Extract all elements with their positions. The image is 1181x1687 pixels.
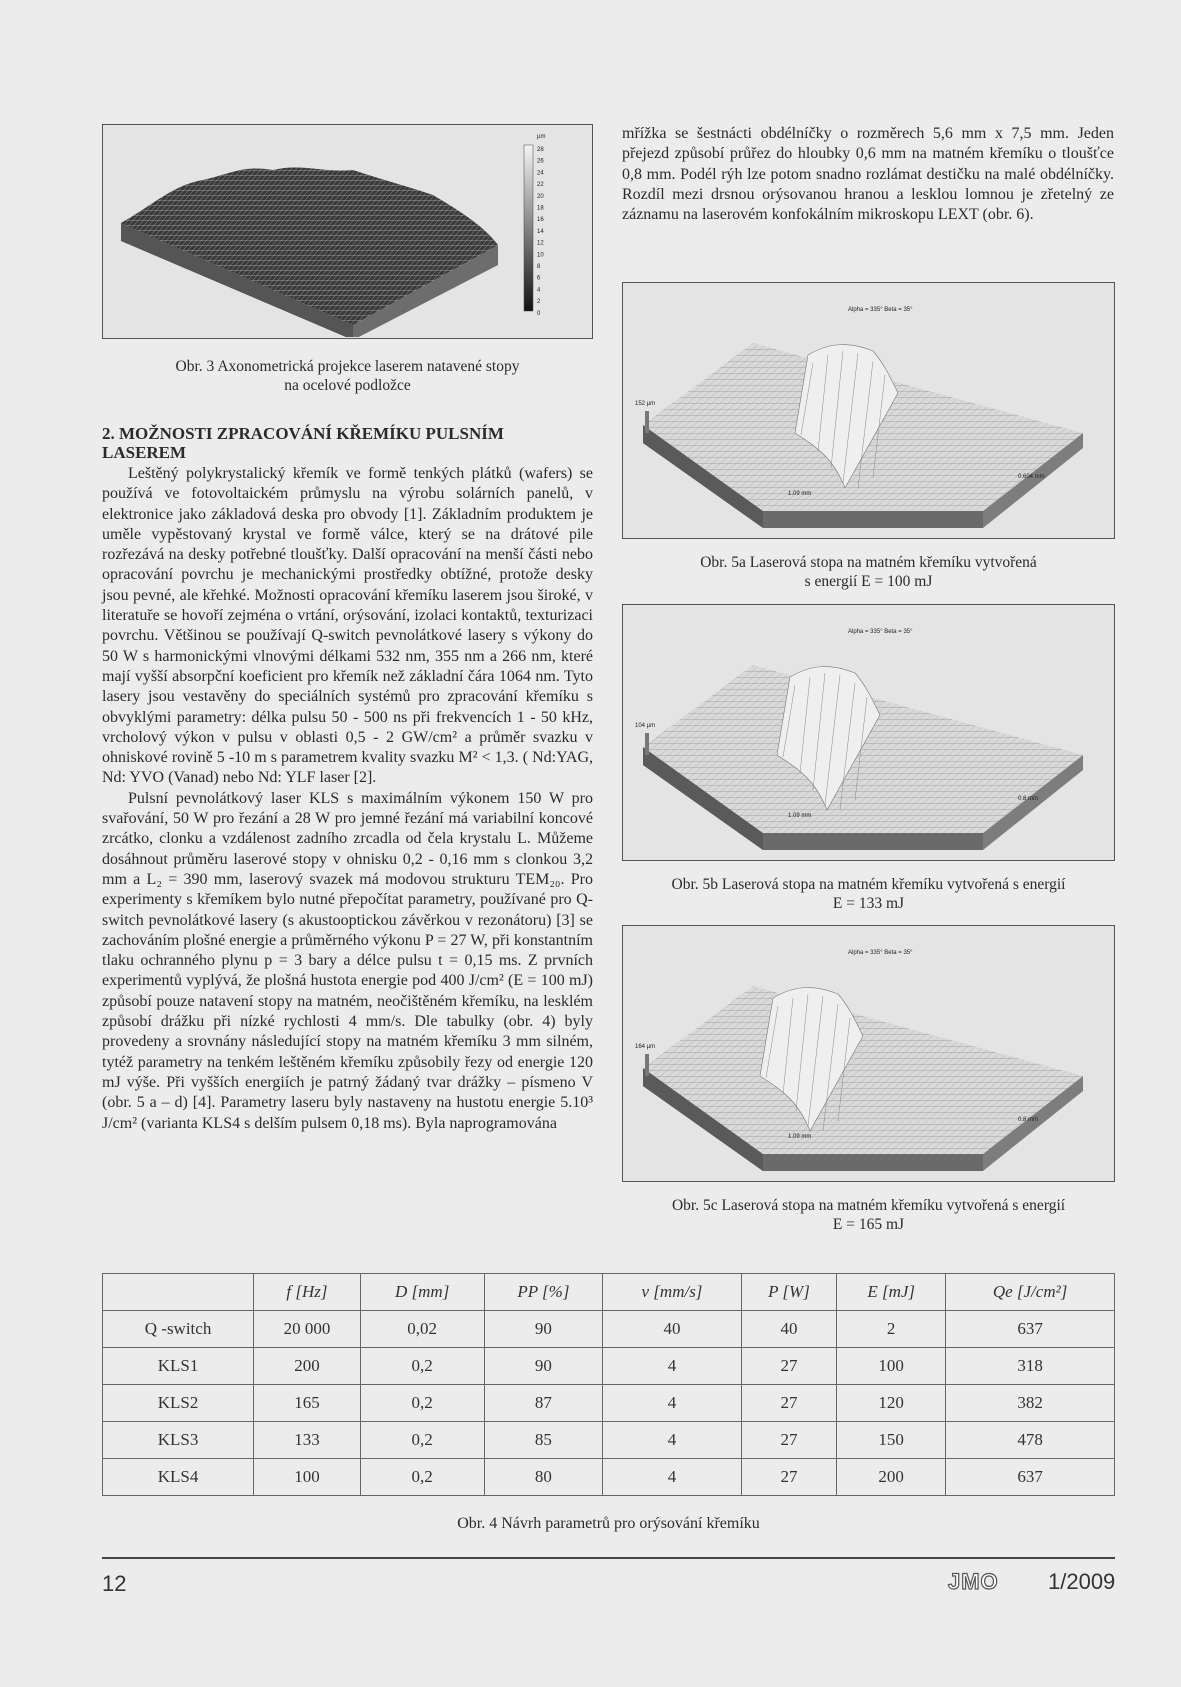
- colorbar-tick: 2: [537, 299, 541, 306]
- table-row: [103, 1311, 1115, 1348]
- journal-logo: JMO: [948, 1569, 999, 1594]
- parameters-table-wrap: [102, 1273, 1115, 1496]
- table-cell: 87: [484, 1385, 603, 1422]
- figure-5-caption-line1: Obr. 5a Laserová stopa na matném křemíku vytvořená: [700, 554, 1037, 571]
- colorbar-tick: 4: [537, 287, 541, 294]
- figure-5-caption: [622, 875, 1115, 913]
- table-row-label: KLS1: [103, 1348, 254, 1385]
- table-cell: 85: [484, 1422, 603, 1459]
- table-cell: 27: [741, 1459, 837, 1496]
- table-cell: 27: [741, 1385, 837, 1422]
- colorbar-tick: 12: [537, 240, 544, 247]
- depth-scale-label: 0.8 mm: [1018, 796, 1039, 802]
- height-scale-label: 164 µm: [635, 1044, 656, 1050]
- figure-5-image: [622, 925, 1115, 1182]
- table-cell: 2: [837, 1311, 946, 1348]
- figure-5-caption-line2: E = 133 mJ: [832, 895, 905, 912]
- table-cell: 0,2: [360, 1459, 484, 1496]
- table-cell: 40: [741, 1311, 837, 1348]
- figure-5-caption: [622, 1196, 1115, 1234]
- table-cell: 200: [254, 1348, 361, 1385]
- figure-5-caption: [622, 553, 1115, 591]
- footer-rule: [102, 1557, 1115, 1559]
- table-cell: 100: [837, 1348, 946, 1385]
- table-cell: 0,2: [360, 1348, 484, 1385]
- table-cell: 4: [603, 1422, 741, 1459]
- table-header-cell: [103, 1274, 254, 1311]
- table-cell: 318: [946, 1348, 1115, 1385]
- table-header-cell: f [Hz]: [254, 1274, 361, 1311]
- colorbar-tick: 6: [537, 275, 541, 282]
- colorbar-tick: 16: [537, 217, 544, 224]
- table-cell: 133: [254, 1422, 361, 1459]
- paragraph-2: Pulsní pevnolátkový laser KLS s maximálním výkonem 150 W pro svařování, 50 W pro řezání a 28 W pro jemné řezání má variabilní koncové zrcátko, clonku a vzdálenost zadního zrcadla od čela krystalu L. Můžeme dosáhnout průměru laserové stopy v ohnisku 0,2 - 0,16 mm s clonkou 3,2 mm a L₂ = 390 mm, laserový svazek má modovou strukturu TEM₂₀. Pro experimenty s křemíkem bylo nutné přepočítat parametry, používané pro Q-switch pevnolátkové lasery (s akustooptickou závěrkou v rezonátoru) [3] se zachováním plošné energie a průměrného výkonu P = 27 W, při konstantním tlaku ochranného plynu p = 3 bary a délce pulsu t = 0,15 ms. Z prvních experimentů vyplývá, že plošná hustota energie pod 400 J/cm² (E = 100 mJ) způsobí pouze natavení stopy na matném, neočištěném křemíku, na lesklém způsobí drážku při nízké rychlosti 4 mm/s. Dle tabulky (obr. 4) byly provedeny a srovnány následující stopy na matném křemíku 3 mm silném, tytéž parametry na tenkém leštěném křemíku způsobily řezy od energie 120 mJ výše. Při vyšších energiích je patrný žádaný tvar drážky – písmeno V (obr. 5 a – d) [4]. Parametry laseru byly nastaveny na hustotu energie 5.10³ J/cm² (varianta KLS4 s delším pulsem 0,18 ms). Byla naprogramována: [102, 789, 593, 1132]
- table-cell: 165: [254, 1385, 361, 1422]
- view-angles: Alpha = 335° Beta = 35°: [848, 950, 913, 956]
- figure-5-caption-line2: s energií E = 100 mJ: [804, 573, 933, 590]
- view-angles: Alpha = 335° Beta = 35°: [848, 629, 913, 635]
- colorbar-tick: 8: [537, 264, 541, 270]
- right-column-top: [622, 124, 1114, 225]
- table-cell: 120: [837, 1385, 946, 1422]
- figure-3-caption-line2: na ocelové podložce: [284, 377, 411, 394]
- depth-scale-label: 0.604 mm: [1018, 474, 1045, 480]
- colorbar-tick: 26: [537, 158, 544, 165]
- colorbar-tick: 22: [537, 182, 544, 189]
- table-cell: 27: [741, 1422, 837, 1459]
- table-header-cell: P [W]: [741, 1274, 837, 1311]
- parameters-table: [102, 1273, 1115, 1496]
- table-cell: 20 000: [254, 1311, 361, 1348]
- colorbar-tick: 24: [537, 170, 544, 177]
- colorbar-tick: 28: [537, 147, 544, 153]
- height-scale-label: 104 µm: [635, 723, 656, 729]
- table-cell: 637: [946, 1311, 1115, 1348]
- section-heading-line2: LASEREM: [102, 443, 187, 462]
- table-row: [103, 1385, 1115, 1422]
- table-cell: 0,2: [360, 1422, 484, 1459]
- section-heading-line1: 2. MOŽNOSTI ZPRACOVÁNÍ KŘEMÍKU PULSNÍM: [102, 424, 504, 443]
- figure-3-caption: [102, 357, 593, 395]
- table-cell: 4: [603, 1348, 741, 1385]
- table-header-cell: v [mm/s]: [603, 1274, 741, 1311]
- paragraph-right-top: mřížka se šestnácti obdélníčky o rozměrech 5,6 mm x 7,5 mm. Jeden přejezd způsobí průřez do hloubky 0,6 mm na matném křemíku o tloušťce 0,8 mm. Podél rýh lze potom snadno rozlámat destičku na malé obdélníčky. Rozdíl mezi drsnou orýsovanou hranou a lesklou lomnou je zřetelný ze záznamu na laserovém konfokálním mikroskopu LEXT (obr. 6).: [622, 125, 1114, 224]
- colorbar-tick: 0: [537, 310, 541, 317]
- table-cell: 90: [484, 1348, 603, 1385]
- table-cell: 40: [603, 1311, 741, 1348]
- table-cell: 0,2: [360, 1385, 484, 1422]
- figure-5-caption-line2: E = 165 mJ: [832, 1216, 905, 1233]
- figure-5-caption-line1: Obr. 5b Laserová stopa na matném křemíku vytvořená s energií: [671, 876, 1066, 893]
- table-row-label: KLS4: [103, 1459, 254, 1496]
- table-cell: 80: [484, 1459, 603, 1496]
- colorbar-tick: 18: [537, 205, 544, 212]
- width-scale-label: 1.09 mm: [788, 491, 812, 497]
- table-caption: Obr. 4 Návrh parametrů pro orýsování křemíku: [457, 1515, 760, 1532]
- paragraph-1: Leštěný polykrystalický křemík ve formě tenkých plátků (wafers) se používá ve fotovoltaickém průmyslu na výrobu solárních panelů, v elektronice jako základová deska pro obvody [1]. Základním produktem je uměle vypěstovaný krystal ve formě válce, který se na drátové pile rozřezává na desky potřebné tloušťky. Další opracování na menší části nebo opracování povrchu je mechanickými prostředky obtížné, protože desky jsou pevné, ale křehké. Možnosti opracování křemíku laserem jsou široké, v literatuře se hovoří zejména o vrtání, orýsování, izolaci kontaktů, texturizaci povrchu. Většinou se používají Q-switch pevnolátkové lasery s výkony do 50 W s harmonickými vlnovými délkami 532 nm, 355 nm a 266 nm, které mají vyšší absorpční koeficient pro křemík než základní čára 1064 nm. Tyto lasery jsou vestavěny do speciálních systémů pro zpracování křemíku s obvyklými parametry: délka pulsu 50 - 500 ns při frekvencích 1 - 50 kHz, vrcholový výkon v pulsu v oblasti 0,5 - 2 GW/cm² a průměr svazku v ohniskové rovině 5 -10 m s parametrem kvality svazku M² < 1,3. ( Nd:YAG, Nd: YVO (Vanad) nebo Nd: YLF laser [2].: [102, 465, 593, 787]
- table-cell: 27: [741, 1348, 837, 1385]
- issue-number: 1/2009: [1048, 1569, 1116, 1594]
- figure-5-caption-line1: Obr. 5c Laserová stopa na matném křemíku vytvořená s energií: [671, 1197, 1066, 1214]
- table-cell: 478: [946, 1422, 1115, 1459]
- table-header-cell: PP [%]: [484, 1274, 603, 1311]
- table-header-cell: D [mm]: [360, 1274, 484, 1311]
- table-cell: 200: [837, 1459, 946, 1496]
- table-header-cell: E [mJ]: [837, 1274, 946, 1311]
- table-body: [103, 1311, 1115, 1496]
- table-row-label: Q -switch: [103, 1311, 254, 1348]
- figure-5-image: [622, 282, 1115, 539]
- figure-3-image: [102, 124, 593, 339]
- figure-5-image: [622, 604, 1115, 861]
- table-cell: 150: [837, 1422, 946, 1459]
- table-cell: 90: [484, 1311, 603, 1348]
- colorbar-tick: 20: [537, 193, 544, 200]
- table-row: [103, 1459, 1115, 1496]
- view-angles: Alpha = 335° Beta = 35°: [848, 307, 913, 313]
- table-cell: 4: [603, 1385, 741, 1422]
- table-row: [103, 1422, 1115, 1459]
- colorbar-tick: 10: [537, 252, 544, 259]
- table-cell: 100: [254, 1459, 361, 1496]
- page-number: 12: [102, 1571, 127, 1596]
- table-cell: 4: [603, 1459, 741, 1496]
- figure-3-caption-line1: Obr. 3 Axonometrická projekce laserem natavené stopy: [175, 358, 520, 375]
- table-row: [103, 1348, 1115, 1385]
- table-row-label: KLS3: [103, 1422, 254, 1459]
- table-header-cell: Qe [J/cm²]: [946, 1274, 1115, 1311]
- width-scale-label: 1.09 mm: [788, 1134, 812, 1140]
- left-column-body: [102, 464, 593, 1134]
- height-scale-label: 152 µm: [635, 401, 656, 407]
- section-heading: [102, 424, 593, 462]
- table-cell: 637: [946, 1459, 1115, 1496]
- table-cell: 382: [946, 1385, 1115, 1422]
- width-scale-label: 1.09 mm: [788, 813, 812, 819]
- colorbar-tick: 14: [537, 228, 544, 235]
- figure-3-surface-plot: [103, 125, 591, 337]
- depth-scale-label: 0.8 mm: [1018, 1117, 1039, 1123]
- colorbar-unit: µm: [537, 134, 546, 140]
- table-cell: 0,02: [360, 1311, 484, 1348]
- table-header-row: [103, 1274, 1115, 1311]
- table-row-label: KLS2: [103, 1385, 254, 1422]
